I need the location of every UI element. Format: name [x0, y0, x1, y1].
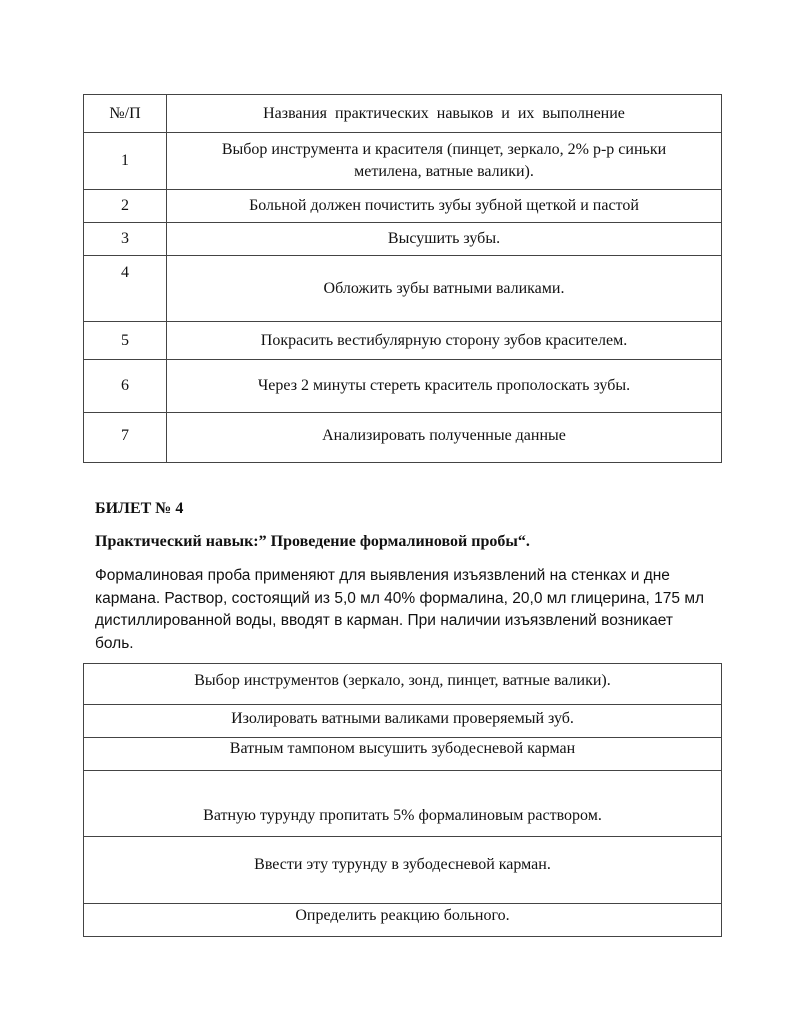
- row-num: 3: [84, 223, 167, 256]
- table-row: [84, 837, 722, 904]
- table-row: [84, 223, 722, 256]
- row-num: 1: [84, 133, 167, 190]
- row-text: Определить реакцию больного.: [84, 904, 722, 937]
- row-text: Ввести эту турунду в зубодесневой карман.: [84, 837, 722, 904]
- table-row: [84, 904, 722, 937]
- row-text: Обложить зубы ватными валиками.: [167, 256, 722, 322]
- row-num: 7: [84, 413, 167, 463]
- table-row: [84, 738, 722, 771]
- table-row: [84, 190, 722, 223]
- row-text: Ватную турунду пропитать 5% формалиновым раствором.: [84, 771, 722, 837]
- row-text: Анализировать полученные данные: [167, 413, 722, 463]
- row-num: 2: [84, 190, 167, 223]
- row-text: Высушить зубы.: [167, 223, 722, 256]
- row-num: 6: [84, 360, 167, 413]
- row-text: Выбор инструмента и красителя (пинцет, зеркало, 2% р-р синьки метилена, ватные валики).: [167, 133, 722, 190]
- header-num: №/П: [84, 95, 167, 133]
- ticket-title: БИЛЕТ № 4: [95, 500, 184, 517]
- row-text: Изолировать ватными валиками проверяемый зуб.: [84, 705, 722, 738]
- skill-title: Практический навык:” Проведение формалиновой пробы“.: [95, 533, 530, 550]
- row-text: Больной должен почистить зубы зубной щеткой и пастой: [167, 190, 722, 223]
- table-header-row: [84, 95, 722, 133]
- row-num: 4: [84, 256, 167, 322]
- table-row: [84, 771, 722, 837]
- row-text: Выбор инструментов (зеркало, зонд, пинцет, ватные валики).: [84, 664, 722, 705]
- table-row: [84, 664, 722, 705]
- row-text: Через 2 минуты стереть краситель прополоскать зубы.: [167, 360, 722, 413]
- table-row: [84, 360, 722, 413]
- row-text: Ватным тампоном высушить зубодесневой карман: [84, 738, 722, 771]
- table-row: [84, 322, 722, 360]
- row-text: Покрасить вестибулярную сторону зубов красителем.: [167, 322, 722, 360]
- table-row: [84, 256, 722, 322]
- procedure-table: [83, 663, 722, 937]
- table-row: [84, 133, 722, 190]
- table-row: [84, 413, 722, 463]
- header-title: Названия практических навыков и их выполнение: [167, 95, 722, 133]
- row-num: 5: [84, 322, 167, 360]
- description-paragraph: Формалиновая проба применяют для выявления изъязвлений на стенках и дне кармана. Раствор, состоящий из 5,0 мл 40% формалина, 20,0 мл глицерина, 175 мл дистиллированной воды, вводят в карман. При наличии изъязвлений возникает боль.: [95, 567, 705, 652]
- table-row: [84, 705, 722, 738]
- skills-table: [83, 94, 722, 463]
